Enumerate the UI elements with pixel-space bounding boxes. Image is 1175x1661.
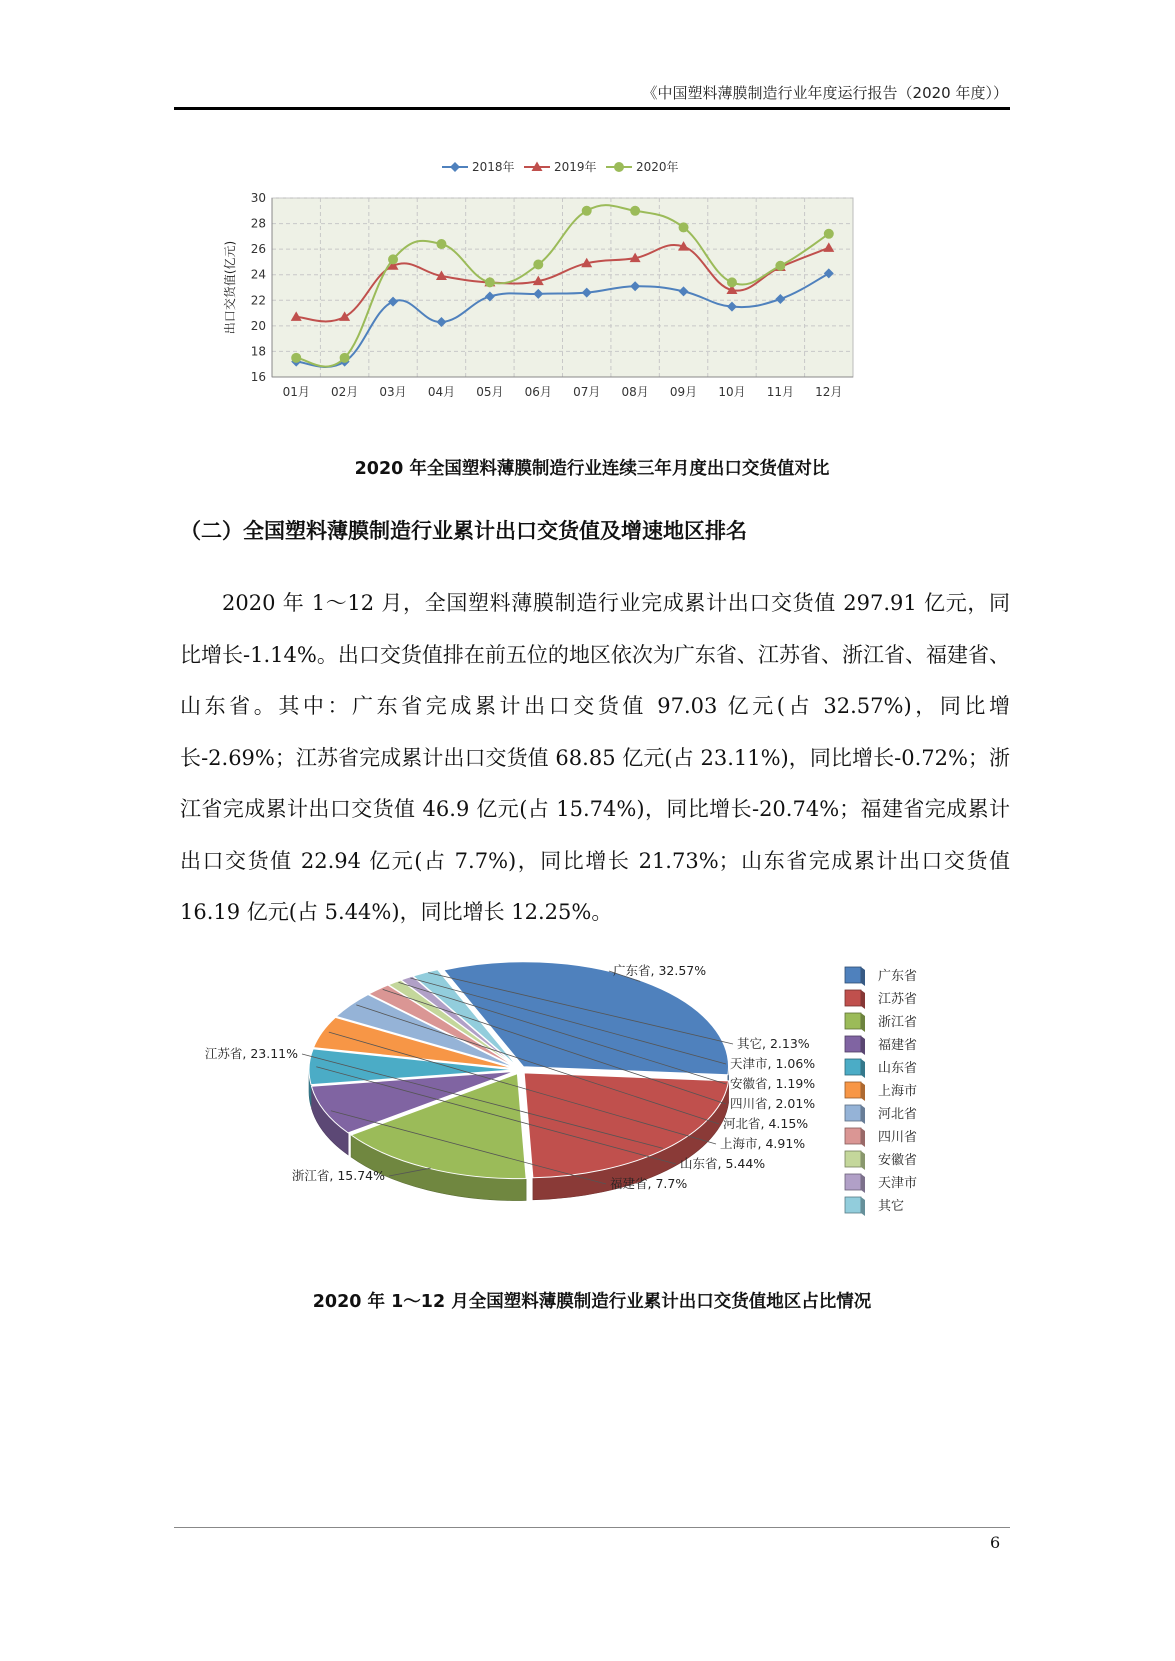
- legend-swatch-side: [861, 1082, 865, 1101]
- legend-label: 江苏省: [878, 992, 918, 1007]
- legend-swatch-side: [861, 967, 865, 986]
- legend-label: 2018年: [472, 160, 515, 174]
- legend-swatch: [845, 967, 861, 983]
- legend-swatch-side: [861, 1036, 865, 1055]
- legend-label: 天津市: [878, 1176, 918, 1191]
- x-tick-label: 06月: [524, 385, 552, 399]
- legend-swatch: [845, 1197, 861, 1213]
- legend-label: 福建省: [878, 1038, 918, 1053]
- x-tick-label: 04月: [427, 385, 456, 399]
- data-point: [340, 353, 350, 363]
- x-tick-label: 01月: [282, 385, 310, 399]
- data-point: [485, 277, 495, 287]
- y-tick-label: 28: [250, 216, 266, 231]
- data-point: [727, 277, 737, 287]
- legend-label: 上海市: [878, 1084, 918, 1099]
- header-rule: [174, 107, 1010, 110]
- y-tick-label: 18: [250, 344, 266, 359]
- data-point: [679, 222, 689, 232]
- data-point: [388, 254, 398, 264]
- slice-label: 广东省, 32.57%: [613, 963, 707, 978]
- page-header: 《中国塑料薄膜制造行业年度运行报告（2020 年度））: [642, 84, 1008, 102]
- legend-swatch-side: [861, 990, 865, 1009]
- y-tick-label: 24: [250, 267, 266, 282]
- legend-swatch: [845, 1013, 861, 1029]
- x-tick-label: 07月: [573, 385, 601, 399]
- legend: [442, 159, 679, 174]
- x-tick-label: 05月: [476, 385, 504, 399]
- legend-label: 其它: [878, 1199, 905, 1214]
- legend-swatch-side: [861, 1128, 865, 1147]
- pie-chart-caption: 2020 年 1～12 月全国塑料薄膜制造行业累计出口交货值地区占比情况: [312, 1292, 872, 1312]
- slice-label: 江苏省, 23.11%: [204, 1046, 298, 1061]
- slice-label: 其它, 2.13%: [737, 1036, 810, 1051]
- slice-label: 天津市, 1.06%: [730, 1056, 816, 1071]
- legend-swatch-side: [861, 1105, 865, 1124]
- legend-label: 河北省: [878, 1107, 918, 1122]
- legend-swatch: [845, 1082, 861, 1098]
- x-tick-label: 03月: [379, 385, 407, 399]
- line-chart-caption: 2020 年全国塑料薄膜制造行业连续三年月度出口交货值对比: [354, 459, 830, 479]
- legend-swatch: [845, 1151, 861, 1167]
- x-tick-label: 11月: [766, 385, 795, 399]
- legend-swatch: [845, 1174, 861, 1190]
- slice-label: 河北省, 4.15%: [723, 1116, 809, 1131]
- legend-label: 山东省: [878, 1061, 918, 1076]
- legend-swatch: [845, 1105, 861, 1121]
- data-point: [533, 259, 543, 269]
- legend-label: 浙江省: [878, 1015, 918, 1030]
- legend-swatch-side: [861, 1197, 865, 1216]
- data-point: [614, 162, 624, 172]
- legend-swatch: [845, 990, 861, 1006]
- slice-label: 四川省, 2.01%: [730, 1096, 816, 1111]
- body-paragraph: 2020 年 1～12 月，全国塑料薄膜制造行业完成累计出口交货值 297.91 亿元，同比增长-1.14%。出口交货值排在前五位的地区依次为广东省、江苏省、浙江省、福建省、山东省。其中：广东省完成累计出口交货值 97.03 亿元(占 32.57%)，同比增长-2.69%；江苏省完成累计出口交货值 68.85 亿元(占 23.11%)，同比增长-0.72%；浙江省完成累计出口交货值 46.9 亿元(占 15.74%)，同比增长-20.74%；福建省完成累计出口交货值 22.94 亿元(占 7.7%)，同比增长 21.73%；山东省完成累计出口交货值 16.19 亿元(占 5.44%)，同比增长 12.25%。: [180, 591, 1010, 924]
- pie-chart: [180, 963, 1000, 1260]
- y-tick-label: 22: [250, 293, 266, 308]
- data-point: [436, 239, 446, 249]
- footer-rule: [174, 1527, 1010, 1528]
- slice-label: 浙江省, 15.74%: [291, 1168, 385, 1183]
- legend-swatch-side: [861, 1151, 865, 1170]
- legend-label: 2019年: [554, 160, 597, 174]
- data-point: [824, 229, 834, 239]
- legend-swatch-side: [861, 1059, 865, 1078]
- slice-label: 山东省, 5.44%: [680, 1156, 766, 1171]
- legend-swatch-side: [861, 1013, 865, 1032]
- y-tick-label: 20: [250, 318, 266, 333]
- x-tick-label: 09月: [669, 385, 698, 399]
- line-chart: [220, 160, 920, 435]
- x-tick-label: 08月: [621, 385, 649, 399]
- legend-swatch-side: [861, 1174, 865, 1193]
- legend-swatch: [845, 1036, 861, 1052]
- legend-label: 四川省: [878, 1130, 918, 1145]
- slice-label: 安徽省, 1.19%: [730, 1076, 816, 1091]
- plot-area: [272, 198, 853, 377]
- y-tick-label: 16: [250, 370, 266, 384]
- x-tick-label: 12月: [815, 385, 843, 399]
- data-point: [291, 353, 301, 363]
- slice-label: 福建省, 7.7%: [610, 1176, 688, 1191]
- y-tick-label: 26: [250, 242, 266, 257]
- page-number: 6: [990, 1533, 1001, 1552]
- legend-label: 安徽省: [878, 1153, 918, 1168]
- legend-label: 广东省: [878, 969, 918, 984]
- data-point: [630, 206, 640, 216]
- y-tick-label: 30: [250, 191, 266, 205]
- slice-label: 上海市, 4.91%: [720, 1136, 806, 1151]
- data-point: [582, 206, 592, 216]
- x-tick-label: 02月: [330, 385, 359, 399]
- section-title: （二）全国塑料薄膜制造行业累计出口交货值及增速地区排名: [180, 519, 747, 543]
- x-tick-label: 10月: [718, 385, 746, 399]
- pie-tops: [309, 962, 729, 1179]
- legend-swatch: [845, 1128, 861, 1144]
- y-axis-label: 出口交货值(亿元): [223, 240, 237, 335]
- data-point: [450, 162, 460, 172]
- pie-legend: [845, 967, 917, 1216]
- data-point: [775, 261, 785, 271]
- legend-label: 2020年: [636, 160, 679, 174]
- legend-swatch: [845, 1059, 861, 1075]
